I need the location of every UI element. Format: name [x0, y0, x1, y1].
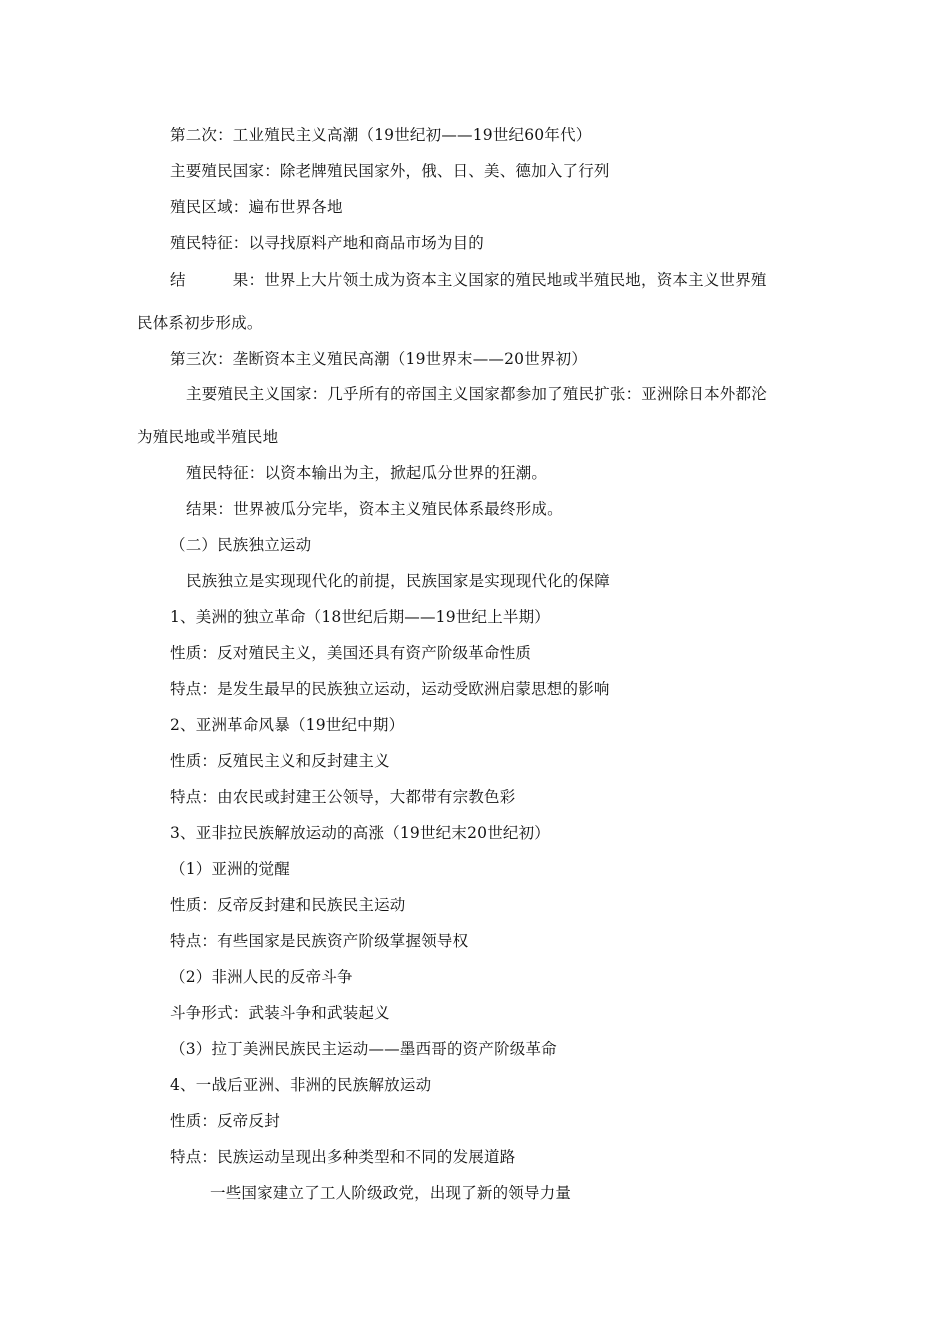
text-line-main-colonial-countries: 主要殖民国家：除老牌殖民国家外，俄、日、美、德加入了行列: [170, 162, 610, 180]
text-line-result-world-divided: 结果：世界被瓜分完毕，资本主义殖民体系最终形成。: [186, 500, 563, 518]
text-line-colonial-or-semi-colonial: 为殖民地或半殖民地: [137, 428, 279, 446]
text-line-second-colonial-wave: 第二次：工业殖民主义高潮（19世纪初——19世纪60年代）: [170, 126, 592, 144]
text-line-postwar-feature: 特点：民族运动呈现出多种类型和不同的发展道路: [170, 1148, 516, 1166]
text-line-american-nature: 性质：反对殖民主义，美国还具有资产阶级革命性质: [170, 644, 532, 662]
subheading-african-struggle: （2）非洲人民的反帝斗争: [170, 968, 353, 986]
text-line-result-first-part: 结 果：世界上大片领土成为资本主义国家的殖民地或半殖民地，资本主义世界殖: [170, 271, 767, 289]
heading-american-independence: 1、美洲的独立革命（18世纪后期——19世纪上半期）: [170, 608, 551, 626]
text-line-colonial-region: 殖民区域：遍布世界各地: [170, 198, 343, 216]
text-line-awakening-feature: 特点：有些国家是民族资产阶级掌握领导权: [170, 932, 469, 950]
text-line-struggle-form: 斗争形式：武装斗争和武装起义: [170, 1004, 390, 1022]
text-line-result-continuation: 民体系初步形成。: [137, 314, 263, 332]
text-line-independence-premise: 民族独立是实现现代化的前提，民族国家是实现现代化的保障: [186, 572, 610, 590]
text-line-awakening-nature: 性质：反帝反封建和民族民主运动: [170, 896, 406, 914]
text-line-colonial-feature: 殖民特征：以寻找原料产地和商品市场为目的: [170, 234, 485, 252]
text-line-american-feature: 特点：是发生最早的民族独立运动，运动受欧洲启蒙思想的影响: [170, 680, 610, 698]
heading-postwar-liberation: 4、一战后亚洲、非洲的民族解放运动: [170, 1076, 432, 1094]
heading-asian-revolution-storm: 2、亚洲革命风暴（19世纪中期）: [170, 716, 405, 734]
section-heading-national-independence: （二）民族独立运动: [170, 536, 312, 554]
text-line-main-colonialist-countries: 主要殖民主义国家：几乎所有的帝国主义国家都参加了殖民扩张：亚洲除日本外都沦: [186, 385, 767, 403]
text-line-third-colonial-wave: 第三次：垄断资本主义殖民高潮（19世界末——20世界初）: [170, 350, 588, 368]
text-line-postwar-nature: 性质：反帝反封: [170, 1112, 280, 1130]
text-line-colonial-feature-capital-export: 殖民特征：以资本输出为主，掀起瓜分世界的狂潮。: [186, 464, 548, 482]
subheading-latin-american-movement: （3）拉丁美洲民族民主运动——墨西哥的资产阶级革命: [170, 1040, 557, 1058]
text-line-working-class-parties: 一些国家建立了工人阶级政党，出现了新的领导力量: [210, 1184, 572, 1202]
subheading-asia-awakening: （1）亚洲的觉醒: [170, 860, 290, 878]
text-line-asian-feature: 特点：由农民或封建王公领导，大都带有宗教色彩: [170, 788, 516, 806]
heading-afro-asian-latin-upsurge: 3、亚非拉民族解放运动的高涨（19世纪末20世纪初）: [170, 824, 551, 842]
text-line-asian-nature: 性质：反殖民主义和反封建主义: [170, 752, 390, 770]
